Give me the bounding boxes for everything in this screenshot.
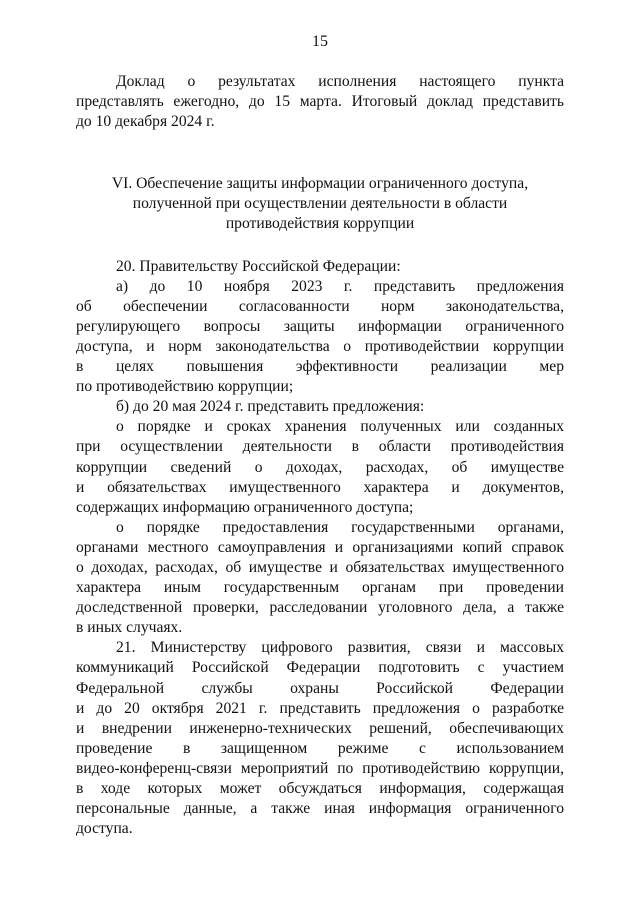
text-line: содержащих информацию ограниченного доступа; bbox=[76, 498, 414, 516]
document-body bbox=[76, 72, 564, 839]
text-line: и внедрении инженерно-технических решений, обеспечивающих bbox=[76, 719, 564, 737]
text-line: о порядке предоставления государственными органами, bbox=[116, 518, 564, 536]
text-line: Доклад о результатах исполнения настоящего пункта bbox=[116, 73, 564, 90]
text-line: органами местного самоуправления и организациями копий справок bbox=[76, 538, 564, 556]
text-line: коммуникаций Российской Федерации подготовить с участием bbox=[76, 659, 564, 677]
intro-paragraph bbox=[76, 72, 564, 132]
text-line: доступа. bbox=[76, 820, 133, 838]
item-20-sub-b bbox=[76, 397, 564, 638]
text-line: в целях повышения эффективности реализации мер bbox=[76, 358, 564, 376]
item-21 bbox=[76, 638, 564, 839]
sub-b-point-1 bbox=[76, 417, 564, 517]
page-number: 15 bbox=[312, 33, 328, 50]
text-line: проведение в защищенном режиме с использованием bbox=[76, 739, 564, 757]
text-line: доступа, и норм законодательства о противодействии коррупции bbox=[76, 337, 564, 355]
text-line: видео-конференц-связи мероприятий по противодействию коррупции, bbox=[76, 759, 564, 777]
text-line: и до 20 октября 2021 г. представить предложения о разработке bbox=[76, 699, 564, 717]
text-line: в иных случаях. bbox=[76, 619, 183, 637]
text-line: по противодействию коррупции; bbox=[76, 378, 294, 396]
text-line: коррупции сведений о доходах, расходах, об имуществе bbox=[76, 458, 564, 476]
heading-line: VI. Обеспечение защиты информации ограниченного доступа, bbox=[111, 175, 529, 193]
text-line: до 10 декабря 2024 г. bbox=[76, 113, 215, 131]
text-line: о доходах, расходах, об имуществе и обязательствах имущественного bbox=[76, 558, 564, 576]
item-20-sub-a bbox=[76, 277, 564, 398]
text-line: Федеральной службы охраны Российской Федерации bbox=[76, 679, 564, 697]
text-line: характера иным государственным органам при проведении bbox=[76, 579, 564, 597]
text-line: персональные данные, а также иная информация ограниченного bbox=[76, 800, 564, 818]
text-line: о порядке и сроках хранения полученных или созданных bbox=[116, 418, 564, 436]
text-line: об обеспечении согласованности норм законодательства, bbox=[76, 297, 564, 315]
section-heading bbox=[76, 174, 564, 234]
heading-line: противодействия коррупции bbox=[225, 215, 415, 233]
text-line: при осуществлении деятельности в области противодействия bbox=[76, 438, 564, 456]
item-20 bbox=[76, 257, 564, 639]
text-line: и обязательствах имущественного характера и документов, bbox=[76, 478, 564, 496]
text-line: доследственной проверки, расследовании уголовного дела, а также bbox=[76, 599, 564, 617]
text-line: 21. Министерству цифрового развития, связи и массовых bbox=[116, 639, 564, 657]
text-line: представлять ежегодно, до 15 марта. Итоговый доклад представить bbox=[76, 93, 564, 111]
item-20-title: 20. Правительству Российской Федерации: bbox=[116, 257, 401, 275]
sub-b-point-2 bbox=[76, 518, 564, 639]
text-line: регулирующего вопросы защиты информации ограниченного bbox=[76, 317, 564, 335]
text-line: а) до 10 ноября 2023 г. представить предложения bbox=[116, 277, 564, 295]
item-20-sub-b-title: б) до 20 мая 2024 г. представить предложения: bbox=[116, 398, 425, 416]
heading-line: полученной при осуществлении деятельности в области bbox=[132, 195, 508, 213]
text-line: в ходе которых может обсуждаться информация, содержащая bbox=[76, 780, 564, 797]
